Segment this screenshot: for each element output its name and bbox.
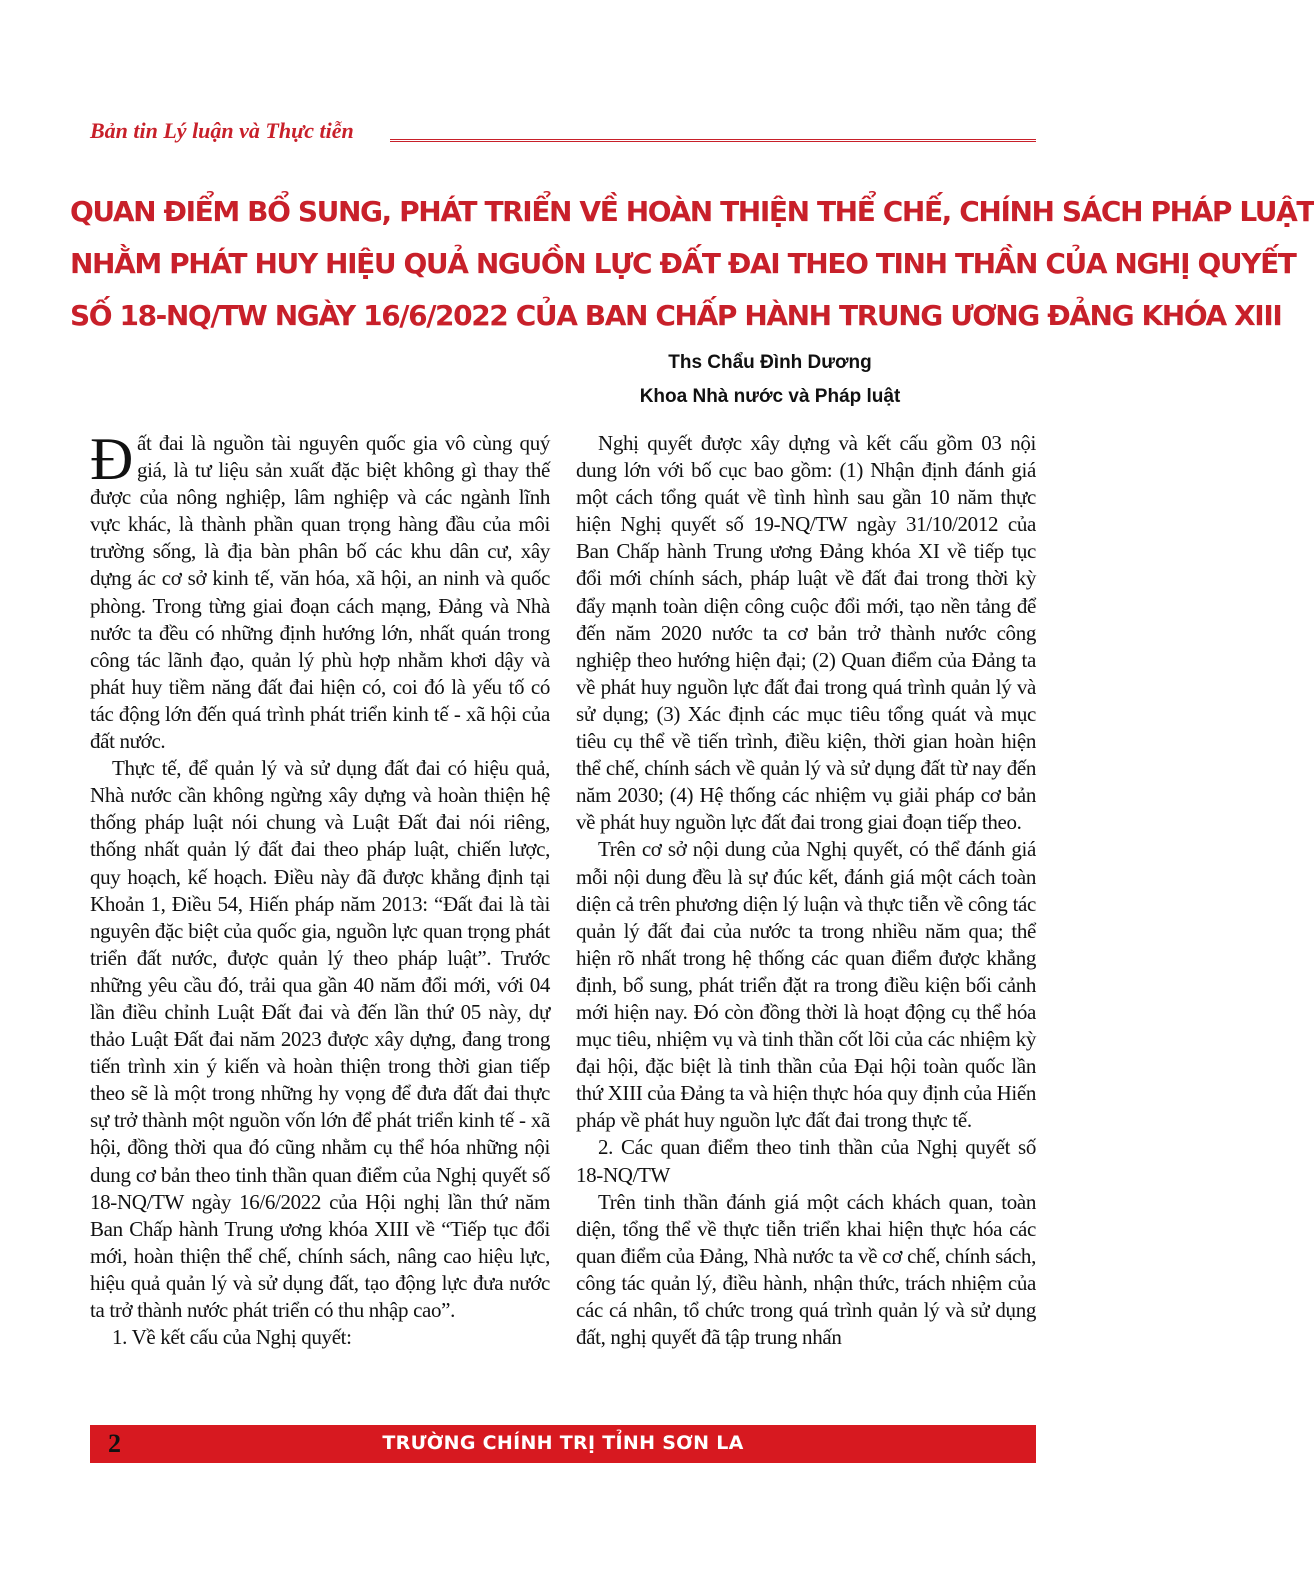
footer-organization: TRƯỜNG CHÍNH TRỊ TỈNH SƠN LA (382, 1432, 744, 1454)
article-title (70, 186, 1314, 342)
paragraph: Trên tinh thần đánh giá một cách khách quan, toàn diện, tổng thể về thực tiễn triển khai hiện thực hóa các quan điểm của Đảng, Nhà nước ta về cơ chế, chính sách, công tác quản lý, điều hành, nhận thức, trách nhiệm của các cá nhân, tổ chức trong quá trình quản lý và sử dụng đất, nghị quyết đã tập trung nhấn (576, 1189, 1036, 1350)
paragraph: Nghị quyết được xây dựng và kết cấu gồm 03 nội dung lớn với bố cục bao gồm: (1) Nhận định đánh giá một cách tổng quát về tình hình sau gần 10 năm thực hiện Nghị quyết số 19-NQ/TW ngày 31/10/2012 của Ban Chấp hành Trung ương Đảng khóa XI về tiếp tục đổi mới chính sách, pháp luật về đất đai trong thời kỳ đẩy mạnh toàn diện công cuộc đổi mới, tạo nền tảng để đến năm 2020 nước ta cơ bản trở thành nước công nghiệp theo hướng hiện đại; (2) Quan điểm của Đảng ta về phát huy nguồn lực đất đai trong quá trình quản lý và sử dụng; (3) Xác định các mục tiêu tổng quát và mục tiêu cụ thể về tiến trình, điều kiện, thời gian hoàn hiện thể chế, chính sách về quản lý và sử dụng đất từ nay đến năm 2030; (4) Hệ thống các nhiệm vụ giải pháp cơ bản về phát huy nguồn lực đất đai trong giai đoạn tiếp theo. (576, 431, 1036, 835)
page-number: 2 (108, 1429, 121, 1458)
author-name: Ths Chẩu Đình Dương (668, 352, 872, 373)
author-affiliation: Khoa Nhà nước và Pháp luật (639, 386, 901, 407)
column-left (90, 426, 550, 1351)
paragraph: Thực tế, để quản lý và sử dụng đất đai có hiệu quả, Nhà nước cần không ngừng xây dựng và hoàn thiện hệ thống pháp luật nói chung và Luật Đất đai nói riêng, thống nhất quản lý đất đai theo pháp luật, chiến lược, quy hoạch, kế hoạch. Điều này đã được khẳng định tại Khoản 1, Điều 54, Hiến pháp năm 2013: “Đất đai là tài nguyên đặc biệt của quốc gia, nguồn lực quan trọng phát triển đất nước, được quản lý theo pháp luật”. Trước những yêu cầu đó, trải qua gần 40 năm đổi mới, với 04 lần điều chỉnh Luật Đất đai và đến lần thứ 05 này, dự thảo Luật Đất đai năm 2023 được xây dựng, đang trong tiến trình xin ý kiến và hoàn thiện trong thời gian tiếp theo sẽ là một trong những hy vọng để đưa đất đai thực sự trở thành một nguồn vốn lớn để phát triển kinh tế - xã hội, đồng thời qua đó cũng nhằm cụ thể hóa những nội dung cơ bản theo tinh thần quan điểm của Nghị quyết số 18-NQ/TW ngày 16/6/2022 của Hội nghị lần thứ năm Ban Chấp hành Trung ương khóa XIII về “Tiếp tục đổi mới, hoàn thiện thể chế, chính sách, nâng cao hiệu lực, hiệu quả quản lý và sử dụng đất, tạo động lực đưa nước ta trở thành nước phát triển có thu nhập cao”. (90, 756, 550, 1322)
footer-bar (90, 1425, 1036, 1463)
author-block (620, 346, 920, 414)
title-line: NHẰM PHÁT HUY HIỆU QUẢ NGUỒN LỰC ĐẤT ĐAI THEO TINH THẦN CỦA NGHỊ QUYẾT (70, 247, 1296, 280)
column-right (576, 430, 1036, 1351)
running-header (90, 118, 1036, 144)
section-name: Bản tin Lý luận và Thực tiễn (90, 118, 354, 143)
paragraph-text: ất đai là nguồn tài nguyên quốc gia vô cùng quý giá, là tư liệu sản xuất đặc biệt không gì thay thế được của nông nghiệp, lâm nghiệp và các ngành lĩnh vực khác, là thành phần quan trọng hàng đầu của môi trường sống, là địa bàn phân bố các khu dân cư, xây dựng ác cơ sở kinh tế, văn hóa, xã hội, an ninh và quốc phòng. Trong từng giai đoạn cách mạng, Đảng và Nhà nước ta đều có những định hướng lớn, nhất quán trong công tác lãnh đạo, quản lý phù hợp nhằm khơi dậy và phát huy tiềm năng đất đai hiện có, coi đó là yếu tố có tác động lớn đến quá trình phát triển kinh tế - xã hội của đất nước. (90, 431, 550, 754)
paragraph: Trên cơ sở nội dung của Nghị quyết, có thể đánh giá mỗi nội dung đều là sự đúc kết, đánh giá một cách toàn diện cả trên phương diện lý luận và thực tiễn về công tác quản lý đất đai của nước ta trong nhiều năm qua; thể hiện rõ nhất trong hệ thống các quan điểm được khẳng định, bổ sung, phát triển đặt ra trong điều kiện bối cảnh mới hiện nay. Đó còn đồng thời là hoạt động cụ thể hóa mục tiêu, nhiệm vụ và tinh thần cốt lõi của các nhiệm kỳ đại hội, đặc biệt là tinh thần của Đại hội toàn quốc lần thứ XIII của Đảng ta và hiện thực hóa quy định của Hiến pháp về phát huy nguồn lực đất đai trong thực tế. (576, 837, 1036, 1133)
header-rule (390, 139, 1036, 142)
section-heading: 1. Về kết cấu của Nghị quyết: (112, 1325, 352, 1350)
title-line: QUAN ĐIỂM BỔ SUNG, PHÁT TRIỂN VỀ HOÀN THIỆN THỂ CHẾ, CHÍNH SÁCH PHÁP LUẬT (70, 195, 1314, 228)
title-line: SỐ 18-NQ/TW NGÀY 16/6/2022 CỦA BAN CHẤP HÀNH TRUNG ƯƠNG ĐẢNG KHÓA XIII (70, 299, 1282, 332)
drop-cap: Đ (90, 426, 133, 492)
paragraph (90, 426, 550, 755)
section-heading: 2. Các quan điểm theo tinh thần của Nghị quyết số 18-NQ/TW (576, 1135, 1036, 1187)
